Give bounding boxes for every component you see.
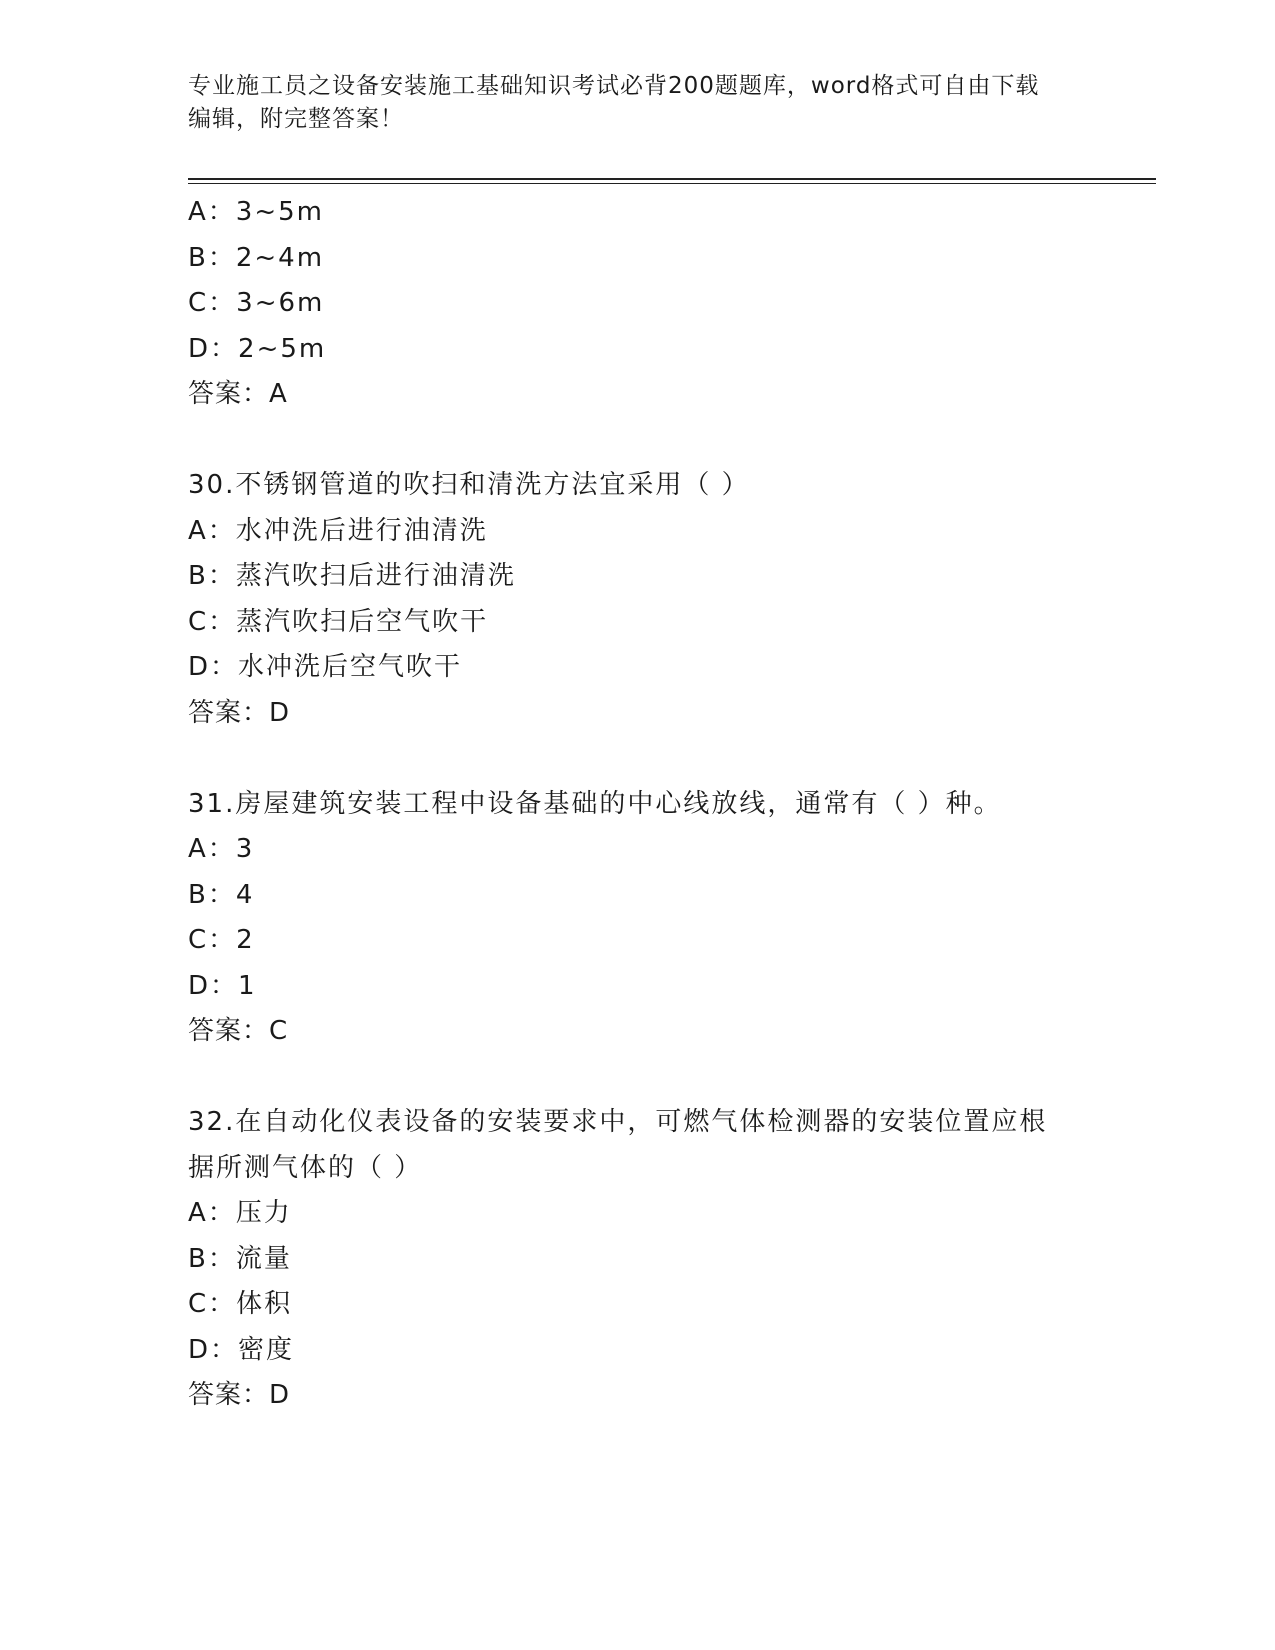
- option-d: D：2~5m: [188, 333, 327, 364]
- spacer: [188, 736, 1088, 782]
- answer-text: 答案：D: [188, 697, 291, 728]
- option-b: B：蒸汽吹扫后进行油清洗: [188, 561, 516, 591]
- question-30-block: [188, 463, 1088, 736]
- spacer: [188, 1055, 1088, 1101]
- answer-text: 答案：C: [188, 1016, 289, 1046]
- option-d: D：密度: [188, 1334, 295, 1365]
- option-c: C：3~6m: [188, 288, 325, 318]
- option-a: A：3~5m: [188, 197, 324, 227]
- option-c: C：体积: [188, 1289, 293, 1319]
- question-text-line-2: 据所测气体的（ ）: [188, 1152, 423, 1183]
- answer-text: 答案：A: [188, 379, 288, 409]
- header-divider-thin: [188, 183, 1156, 184]
- document-header: [188, 70, 1088, 136]
- option-a: A：压力: [188, 1198, 292, 1228]
- header-divider-thick: [188, 178, 1156, 180]
- option-a: A：水冲洗后进行油清洗: [188, 515, 488, 546]
- option-b: B：流量: [188, 1243, 292, 1274]
- option-d: D：1: [188, 970, 257, 1001]
- header-line-1: 专业施工员之设备安装施工基础知识考试必背200题题库，word格式可自由下载: [188, 73, 1040, 99]
- question-29-block: [188, 190, 1088, 418]
- answer-text: 答案：D: [188, 1380, 291, 1410]
- option-c: C：2: [188, 925, 255, 955]
- option-b: B：2~4m: [188, 242, 325, 273]
- header-line-2: 编辑，附完整答案！: [188, 106, 404, 132]
- question-text-line-1: 32.在自动化仪表设备的安装要求中，可燃气体检测器的安装位置应根: [188, 1107, 1048, 1137]
- question-text: 31.房屋建筑安装工程中设备基础的中心线放线，通常有（ ）种。: [188, 788, 1002, 819]
- question-list: [188, 190, 1088, 1419]
- option-d: D：水冲洗后空气吹干: [188, 652, 463, 682]
- option-b: B：4: [188, 879, 255, 910]
- question-31-block: [188, 782, 1088, 1055]
- spacer: [188, 418, 1088, 464]
- question-32-block: [188, 1100, 1088, 1419]
- question-text: 30.不锈钢管道的吹扫和清洗方法宜采用（ ）: [188, 470, 750, 500]
- option-c: C：蒸汽吹扫后空气吹干: [188, 606, 489, 637]
- option-a: A：3: [188, 834, 255, 864]
